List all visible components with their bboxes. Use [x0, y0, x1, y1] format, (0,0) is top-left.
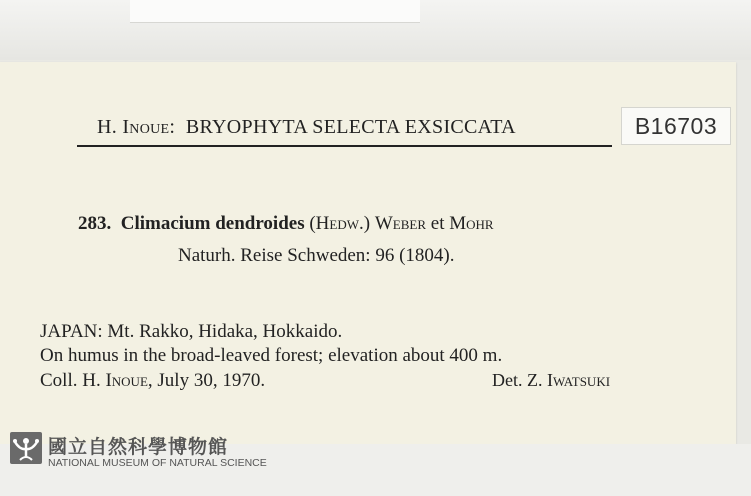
- label-header: [97, 116, 516, 139]
- museum-name-english: NATIONAL MUSEUM OF NATURAL SCIENCE: [48, 457, 267, 469]
- habitat-line: On humus in the broad-leaved forest; elevation about 400 m.: [40, 345, 503, 366]
- author-name: Inoue: [122, 116, 170, 138]
- series-title: BRYOPHYTA SELECTA EXSICCATA: [185, 116, 516, 138]
- museum-name-chinese: 國立自然科學博物館: [48, 436, 229, 458]
- paper-strip: [130, 0, 420, 23]
- accession-number: B16703: [621, 107, 731, 145]
- specimen-number: 283.: [78, 213, 112, 234]
- collector-line: [40, 370, 265, 392]
- taxon-line: [78, 213, 494, 235]
- collector-prefix: Coll. H.: [40, 370, 106, 391]
- authority-2: Mohr: [449, 213, 494, 234]
- author-prefix: H.: [97, 116, 123, 138]
- header-underline: [77, 145, 612, 147]
- museum-logo-icon: [10, 432, 42, 464]
- header-colon: :: [169, 116, 176, 138]
- determiner-prefix: Det. Z.: [492, 370, 547, 390]
- collector-name: Inoue: [105, 370, 148, 391]
- authority-connector: et: [430, 213, 445, 234]
- locality-line: JAPAN: Mt. Rakko, Hidaka, Hokkaido.: [40, 321, 343, 342]
- collection-date: , July 30, 1970.: [147, 370, 266, 391]
- taxon-name: Climacium dendroides: [120, 213, 305, 234]
- authority-parenthetical: (Hedw.): [309, 213, 371, 234]
- determiner-line: [492, 370, 610, 391]
- determiner-name: Iwatsuki: [546, 370, 611, 390]
- authority-1: Weber: [374, 213, 427, 234]
- publication-citation: Naturh. Reise Schweden: 96 (1804).: [178, 245, 455, 266]
